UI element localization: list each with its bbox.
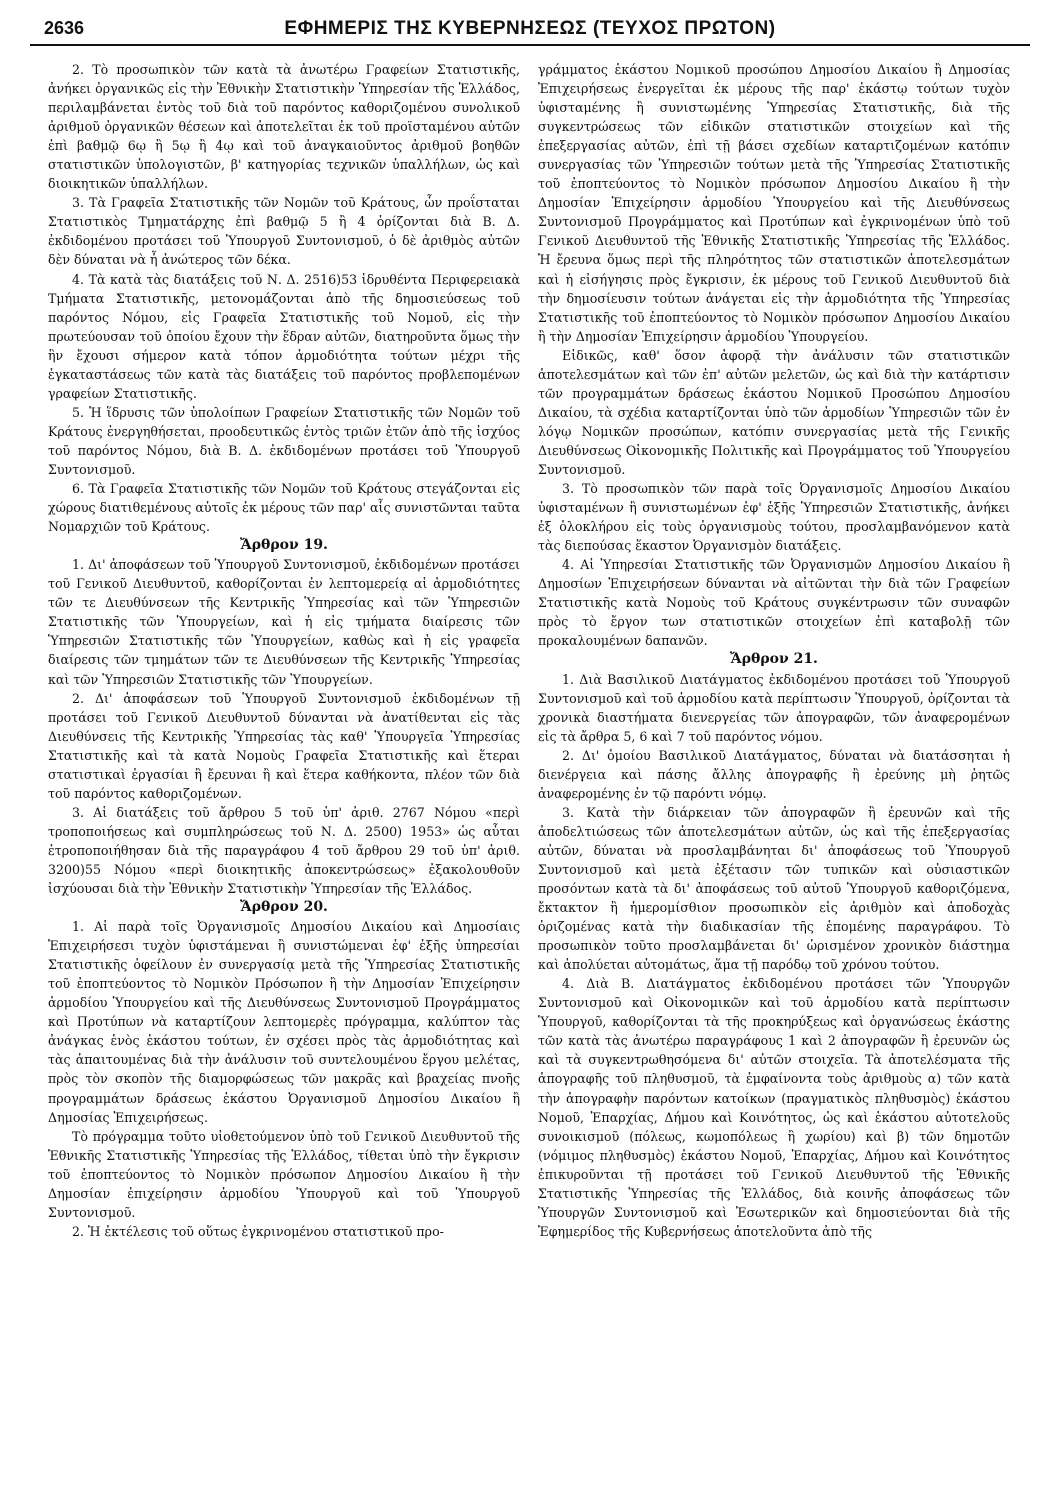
paragraph: 3. Κατὰ τὴν διάρκειαν τῶν ἀπογραφῶν ἢ ἐρευνῶν καὶ τῆς ἀποδελτιώσεως τῶν ἀποτελεσμάτων αὐτῶν, ὡς καὶ τῆς ἐπεξεργασίας αὐτῶν, δύναται νὰ προσλαμβάνηται δι' ἀποφάσεως τοῦ Ὑπουργοῦ Συντονισμοῦ καὶ μετὰ ἐξέτασιν τῶν τυπικῶν καὶ οὐσιαστικῶν προσόντων κατὰ τὰ δι' ἀποφάσεως τοῦ αὐτοῦ Ὑπουργοῦ καθοριζόμενα, ἔκτακτον ἢ ἡμερομίσθιον προσωπικὸν εἰς ἀριθμὸν καὶ ἀποδοχὰς ὁριζομένας κατὰ τὴν διαδικασίαν τῆς ἑπομένης παραγράφου. Τὸ προσωπικὸν τοῦτο προσλαμβάνεται δι' ὡρισμένον χρονικὸν διάστημα καὶ ἀπολύεται αὐτομάτως, ἅμα τῇ παρόδῳ τοῦ χρόνου τούτου. — [538, 804, 1010, 973]
right-column — [538, 60, 1010, 1490]
paragraph: 1. Αἱ παρὰ τοῖς Ὀργανισμοῖς Δημοσίου Δικαίου καὶ Δημοσίαις Ἐπιχειρήσεσι τυχὸν ὑφιστάμεναι ἢ συνιστώμεναι ἐφ' ἑξῆς ὑπηρεσίαι Στατιστικῆς ὀφείλουν ἐν συνεργασίᾳ μετὰ τῆς Ὑπηρεσίας Στατιστικῆς τοῦ ἐποπτεύοντος τὸ Νομικὸν Πρόσωπον ἢ τὴν Δημοσίαν Ἐπιχείρησιν ἁρμοδίου Ὑπουργείου καὶ τῆς Διευθύνσεως Συντονισμοῦ Προγράμματος καὶ Προτύπων νὰ καταρτίζουν λεπτομερὲς πρόγραμμα, καλύπτον τὰς ἀνάγκας ἑνὸς ἑκάστου τούτων, ἐν σχέσει πρὸς τὰς ἁρμοδιότητας καὶ τὰς ἀπαιτουμένας διὰ τὴν ἀνάλυσιν τοῦ συντελουμένου ἔργου μελέτας, πρὸς τὸν σκοπὸν τῆς διαμορφώσεως τῶν μακρᾶς καὶ βραχείας πνοῆς προγραμμάτων δράσεως ἑκάστου Ὀργανισμοῦ Δημοσίου Δικαίου ἢ Δημοσίας Ἐπιχειρήσεως. — [48, 919, 520, 1125]
page-number: 2636 — [44, 18, 85, 38]
page-header — [30, 12, 1030, 46]
paragraph: 4. Τὰ κατὰ τὰς διατάξεις τοῦ Ν. Δ. 2516)53 ἱδρυθέντα Περιφερειακὰ Τμήματα Στατιστικῆς, μετονομάζονται ἀπὸ τῆς δημοσιεύσεως τοῦ παρόντος Νόμου, εἰς Γραφεῖα Στατιστικῆς τοῦ Νομοῦ, εἰς τὴν πρωτεύουσαν τοῦ ὁποίου ἔχουν τὴν ἕδραν αὐτῶν, διατηροῦντα ὅμως τὴν ἣν ἔχουσι σήμερον κατὰ τόπον ἁρμοδιότητα τούτων μέχρι τῆς ἐγκαταστάσεως τῶν κατὰ τὰς διατάξεις τοῦ παρόντος προβλεπομένων γραφείων Στατιστικῆς. — [48, 271, 520, 401]
left-column — [48, 60, 520, 1490]
paragraph: 2. Τὸ προσωπικὸν τῶν κατὰ τὰ ἀνωτέρω Γραφείων Στατιστικῆς, ἀνήκει ὀργανικῶς εἰς τὴν Ἐθνικὴν Στατιστικὴν Ὑπηρεσίαν τῆς Ἑλλάδος, περιλαμβάνεται ἐντὸς τοῦ διὰ τοῦ παρόντος καθοριζομένου συνολικοῦ ἀριθμοῦ ὀργανικῶν θέσεων καὶ ἀποτελεῖται ἐκ τοῦ προϊσταμένου αὐτῶν ἐπὶ βαθμῷ 6ῳ ἢ 5ῳ ἢ 4ῳ καὶ τοῦ ἀναγκαιοῦντος ἀριθμοῦ βοηθῶν στατιστικῶν ὑπολογιστῶν, β' κατηγορίας τεχνικῶν ὑπαλλήλων, ὡς καὶ διοικητικῶν ὑπαλλήλων. — [48, 62, 520, 192]
paragraph: γράμματος ἑκάστου Νομικοῦ προσώπου Δημοσίου Δικαίου ἢ Δημοσίας Ἐπιχειρήσεως ἐνεργεῖται ἐκ μέρους τῆς παρ' ἑκάστῳ τούτων τυχὸν ὑφισταμένης ἢ συνιστωμένης Ὑπηρεσίας Στατιστικῆς, διὰ τῆς συγκεντρώσεως τῶν εἰδικῶν στατιστικῶν στοιχείων καὶ τῆς ἐπεξεργασίας αὐτῶν, ἐπὶ τῇ βάσει σχεδίων καταρτιζομένων κατόπιν συνεργασίας τῶν Ὑπηρεσιῶν τούτων μετὰ τῆς Ὑπηρεσίας Στατιστικῆς τοῦ ἐποπτεύοντος τὸ Νομικὸν πρόσωπον Δημοσίου Δικαίου ἢ τὴν Δημοσίαν Ἐπιχείρησιν ἁρμοδίου Ὑπουργείου καὶ τῆς Διευθύνσεως Συντονισμοῦ Προγράμματος καὶ Προτύπων καὶ ἐγκρινομένων ὑπὸ τοῦ Γενικοῦ Διευθυντοῦ τῆς Ἐθνικῆς Στατιστικῆς Ὑπηρεσίας τῆς Ἑλλάδος. Ἡ ἔρευνα ὅμως περὶ τῆς πληρότητος τῶν στατιστικῶν ἀποτελεσμάτων καὶ ἡ εἰσήγησις πρὸς ἔγκρισιν, ἐκ μέρους τοῦ Γενικοῦ Διευθυντοῦ διὰ τὴν δημοσίευσιν τούτων ἀνάγεται εἰς τὴν ἁρμοδιότητα τῆς Ὑπηρεσίας Στατιστικῆς τοῦ ἐποπτεύοντος τὸ Νομικὸν πρόσωπον Δημοσίου Δικαίου ἢ τὴν Δημοσίαν Ἐπιχείρησιν ἁρμοδίου Ὑπουργείου. — [538, 62, 1010, 344]
paragraph: 1. Διὰ Βασιλικοῦ Διατάγματος ἐκδιδομένου προτάσει τοῦ Ὑπουργοῦ Συντονισμοῦ καὶ τοῦ ἁρμοδίου κατὰ περίπτωσιν Ὑπουργοῦ, ὁρίζονται τὰ χρονικὰ διαστήματα διενεργείας τῶν ἀπογραφῶν, τῶν ἀναφερομένων εἰς τὰ ἄρθρα 5, 6 καὶ 7 τοῦ παρόντος νόμου. — [538, 671, 1010, 744]
paragraph: 3. Αἱ διατάξεις τοῦ ἄρθρου 5 τοῦ ὑπ' ἀριθ. 2767 Νόμου «περὶ τροποποιήσεως καὶ συμπληρώσεως τοῦ Ν. Δ. 2500) 1953» ὡς αὗται ἐτροποποιήθησαν διὰ τῆς παραγράφου 4 τοῦ ἄρθρου 29 τοῦ ὑπ' ἀριθ. 3200)55 Νόμου «περὶ διοικητικῆς ἀποκεντρώσεως» ἐξακολουθοῦν ἰσχύουσαι διὰ τὴν Ἐθνικὴν Στατιστικὴν Ὑπηρεσίαν τῆς Ἑλλάδος. — [48, 804, 520, 897]
paragraph: 1. Δι' ἀποφάσεων τοῦ Ὑπουργοῦ Συντονισμοῦ, ἐκδιδομένων προτάσει τοῦ Γενικοῦ Διευθυντοῦ, καθορίζονται ἐν λεπτομερείᾳ αἱ ἁρμοδιότητες τῶν τε Διευθύνσεων τῆς Κεντρικῆς Ὑπηρεσίας καὶ τῶν Ὑπηρεσιῶν Στατιστικῆς τῶν Ὑπουργείων, καὶ ἡ εἰς τμήματα διαίρεσις τῶν Ὑπηρεσιῶν Στατιστικῆς τῶν Ὑπουργείων, καθὼς καὶ ἡ εἰς γραφεῖα διαίρεσις τῶν τμημάτων τῶν τε Διευθύνσεων τῆς Κεντρικῆς Ὑπηρεσίας καὶ τῶν Ὑπηρεσιῶν Στατιστικῆς τῶν Ὑπουργείων. — [48, 557, 520, 687]
article-heading: Ἄρθρον 20. — [240, 899, 328, 916]
paragraph: 2. Δι' ὁμοίου Βασιλικοῦ Διατάγματος, δύναται νὰ διατάσσηται ἡ διενέργεια καὶ πάσης ἄλλης ἀπογραφῆς ἢ ἐρεύνης μὴ ῥητῶς ἀναφερομένης ἐν τῷ παρόντι νόμῳ. — [538, 747, 1010, 801]
article-heading: Ἄρθρον 19. — [240, 537, 328, 554]
paragraph: 2. Ἡ ἐκτέλεσις τοῦ οὕτως ἐγκρινομένου στατιστικοῦ προ- — [72, 1223, 444, 1239]
paragraph: Τὸ πρόγραμμα τοῦτο υἱοθετούμενον ὑπὸ τοῦ Γενικοῦ Διευθυντοῦ τῆς Ἐθνικῆς Στατιστικῆς Ὑπηρεσίας τῆς Ἑλλάδος, τίθεται ὑπὸ τὴν ἔγκρισιν τοῦ ἐποπτεύοντος τὸ Νομικὸν πρόσωπον Δημοσίου Δικαίου ἢ τὴν Δημοσίαν ἐπιχείρησιν ἁρμοδίου Ὑπουργοῦ καὶ τοῦ Ὑπουργοῦ Συντονισμοῦ. — [48, 1128, 520, 1220]
article-heading: Ἄρθρον 21. — [730, 651, 818, 668]
paragraph: 6. Τὰ Γραφεῖα Στατιστικῆς τῶν Νομῶν τοῦ Κράτους στεγάζονται εἰς χώρους διατιθεμένους αὐτοῖς ἐκ μέρους τῶν παρ' αἷς συνιστῶνται ταῦτα Νομαρχιῶν τοῦ Κράτους. — [48, 481, 520, 535]
paragraph: 4. Διὰ Β. Διατάγματος ἐκδιδομένου προτάσει τῶν Ὑπουργῶν Συντονισμοῦ καὶ Οἰκονομικῶν καὶ τοῦ ἁρμοδίου κατὰ περίπτωσιν Ὑπουργοῦ, καθορίζονται τὰ τῆς προκηρύξεως καὶ ὀργανώσεως ἑκάστης τῶν κατὰ τὰς ἀνωτέρω παραγράφους 1 καὶ 2 ἀπογραφῶν ἢ ἐρευνῶν ὡς καὶ τὰ συγκεντρωθησόμενα δι' αὐτῶν στοιχεῖα. Τὰ ἀποτελέσματα τῆς ἀπογραφῆς τοῦ πληθυσμοῦ, τὰ ἐμφαίνοντα τοὺς ἀριθμοὺς α) τῶν κατὰ τὴν ἀπογραφὴν παρόντων κατοίκων (πραγματικὸς πληθυσμὸς) ἑκάστου Νομοῦ, Ἐπαρχίας, Δήμου καὶ Κοινότητος, ὡς καὶ ἑκάστου αὐτοτελοῦς συνοικισμοῦ (πόλεως, κωμοπόλεως ἢ χωρίου) καὶ β) τῶν δημοτῶν (νόμιμος πληθυσμὸς) ἑκάστου Νομοῦ, Ἐπαρχίας, Δήμου καὶ Κοινότητος ἐπικυροῦνται τῇ προτάσει τοῦ Γενικοῦ Διευθυντοῦ τῆς Ἐθνικῆς Στατιστικῆς Ὑπηρεσίας τῆς Ἑλλάδος, διὰ κοινῆς ἀποφάσεως τῶν Ὑπουργῶν Συντονισμοῦ καὶ Ἐσωτερικῶν καὶ δημοσιεύονται διὰ τῆς Ἐφημερίδος τῆς Κυβερνήσεως ἀποτελοῦντα ἀπὸ τῆς — [538, 976, 1010, 1239]
paragraph: 2. Δι' ἀποφάσεων τοῦ Ὑπουργοῦ Συντονισμοῦ ἐκδιδομένων τῇ προτάσει τοῦ Γενικοῦ Διευθυντοῦ δύνανται νὰ ἀνατίθενται εἰς τὰς Διευθύνσεις τῆς Κεντρικῆς Ὑπηρεσίας τὰς καθ' Ὑπουργεῖα Ὑπηρεσίας Στατιστικῆς καὶ τὰ κατὰ Νομοὺς Γραφεῖα Στατιστικῆς καὶ ἕτεραι στατιστικαὶ ἐργασίαι ἢ ἔρευναι ἢ καὶ ἕτερα καθήκοντα, πλέον τῶν διὰ τοῦ παρόντος καθοριζομένων. — [48, 690, 520, 801]
paragraph: 5. Ἡ ἵδρυσις τῶν ὑπολοίπων Γραφείων Στατιστικῆς τῶν Νομῶν τοῦ Κράτους ἐνεργηθήσεται, προοδευτικῶς ἐντὸς τριῶν ἐτῶν ἀπὸ τῆς ἰσχύος τοῦ παρόντος Νόμου, διὰ Β. Δ. ἐκδιδομένων προτάσει τοῦ Ὑπουργοῦ Συντονισμοῦ. — [48, 404, 520, 477]
paragraph: 4. Αἱ Ὑπηρεσίαι Στατιστικῆς τῶν Ὀργανισμῶν Δημοσίου Δικαίου ἢ Δημοσίων Ἐπιχειρήσεων δύνανται νὰ αἰτῶνται τὴν διὰ τῶν Γραφείων Στατιστικῆς κατὰ Νομοὺς τοῦ Κράτους συγκέντρωσιν τῶν συναφῶν πρὸς τὸ ἔργον των στατιστικῶν στοιχείων ἐπὶ καταβολῇ τῶν προκαλουμένων δαπανῶν. — [538, 557, 1010, 649]
paragraph: 3. Τὰ Γραφεῖα Στατιστικῆς τῶν Νομῶν τοῦ Κράτους, ὧν προΐσταται Στατιστικὸς Τμηματάρχης ἐπὶ βαθμῷ 5 ἢ 4 ὁρίζονται διὰ Β. Δ. ἐκδιδομένου προτάσει τοῦ Ὑπουργοῦ Συντονισμοῦ, ὁ δὲ ἀριθμὸς αὐτῶν δὲν δύναται νὰ ἦ ἀνώτερος τῶν δέκα. — [48, 195, 520, 268]
paragraph: 3. Τὸ προσωπικὸν τῶν παρὰ τοῖς Ὀργανισμοῖς Δημοσίου Δικαίου ὑφισταμένων ἢ συνιστωμένων ἐφ' ἑξῆς Ὑπηρεσιῶν Στατιστικῆς, ἀνήκει ἐξ ὁλοκλήρου εἰς τοὺς ὀργανισμοὺς τούτου, προσλαμβανόμενον κατὰ τὰς διεπούσας ἕκαστον Ὀργανισμὸν διατάξεις. — [538, 481, 1010, 554]
gazette-title: ΕΦΗΜΕΡΙΣ ΤΗΣ ΚΥΒΕΡΝΗΣΕΩΣ (ΤΕΥΧΟΣ ΠΡΩΤΟΝ) — [284, 18, 776, 39]
paragraph: Εἰδικῶς, καθ' ὅσον ἀφορᾷ τὴν ἀνάλυσιν τῶν στατιστικῶν ἀποτελεσμάτων καὶ τῶν ἐπ' αὐτῶν μελετῶν, ὡς καὶ διὰ τὴν κατάρτισιν τῶν προγραμμάτων δράσεως ἑκάστου Νομικοῦ Προσώπου Δημοσίου Δικαίου, τὰ σχέδια καταρτίζονται ὑπὸ τῶν ἁρμοδίων Ὑπηρεσιῶν τῶν ἐν λόγῳ Νομικῶν προσώπων, κατόπιν συνεργασίας μετὰ τῆς Γενικῆς Διευθύνσεως Οἰκονομικῆς Πολιτικῆς καὶ Προγράμματος τοῦ Ὑπουργείου Συντονισμοῦ. — [538, 347, 1010, 477]
